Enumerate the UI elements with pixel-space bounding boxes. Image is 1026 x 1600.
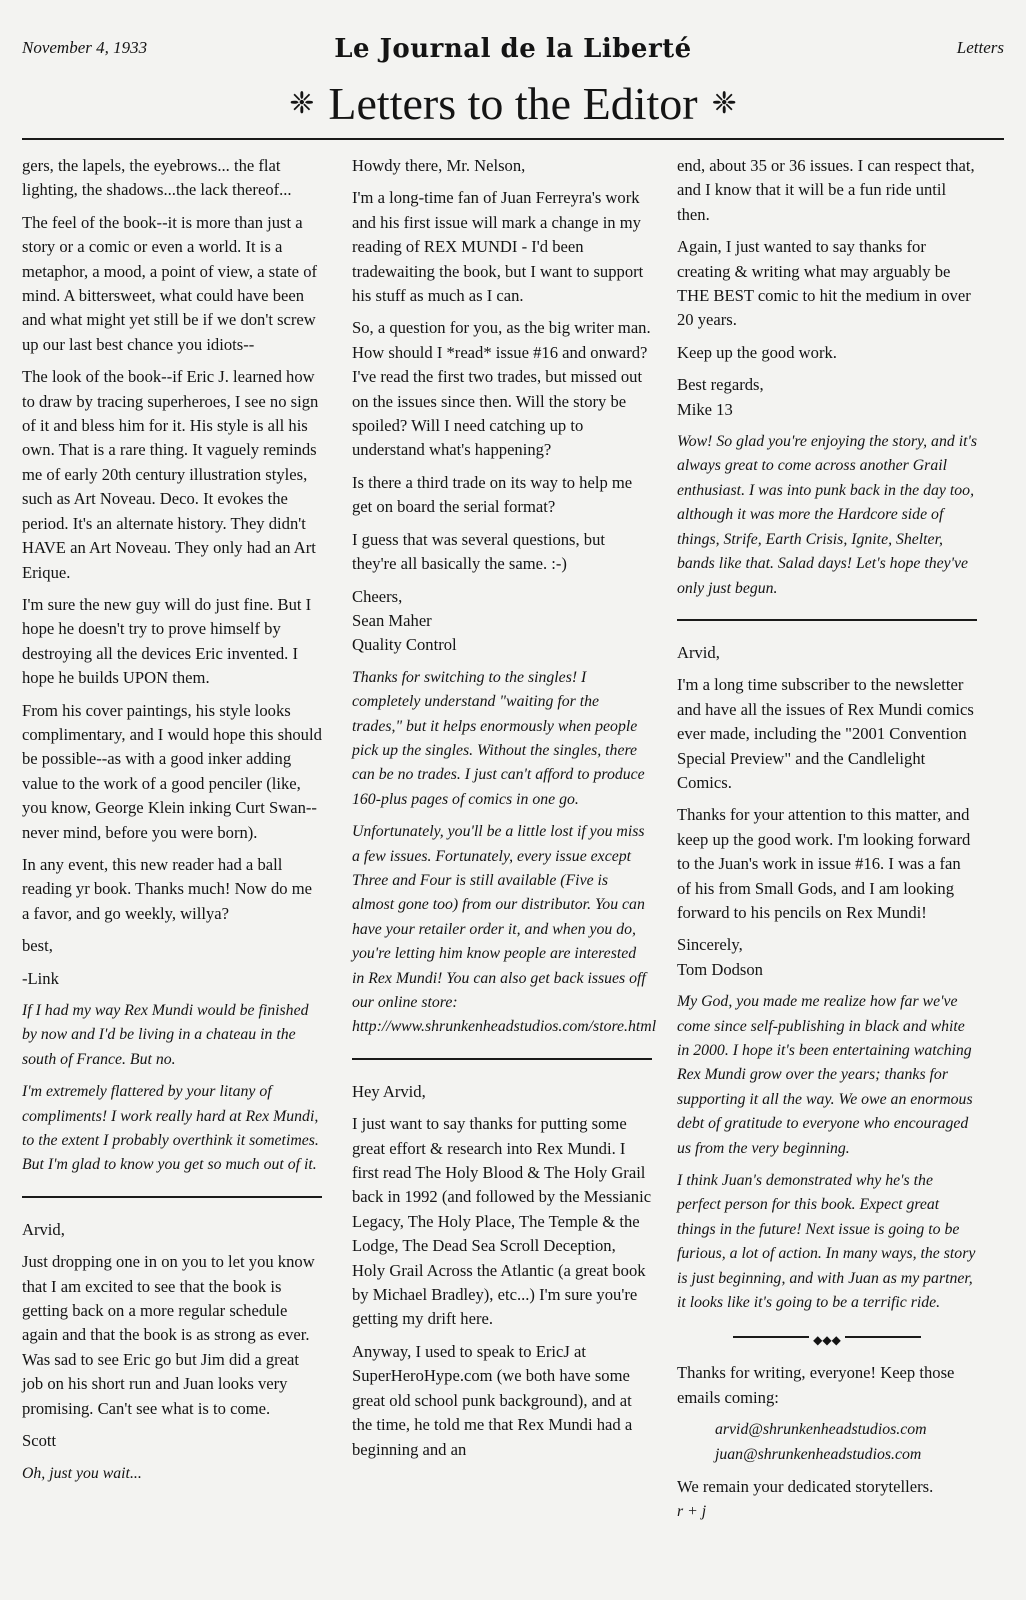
- fleuron-left-icon: ❈: [289, 87, 315, 120]
- editor-reply: Wow! So glad you're enjoying the story, and it's always great to come across another Grail enthusiast. I was into punk back in the day too, although it was more the Hardcore side of things, Strife, Earth Crisis, Ignite, Shelter, bands like that. Salad days! Let's hope they've only just begun.: [677, 433, 978, 597]
- section-name: Letters: [956, 38, 1004, 57]
- letter-signoff: best,: [22, 936, 53, 956]
- letter-paragraph: Keep up the good work.: [677, 342, 837, 362]
- letter-paragraph: Is there a third trade on its way to help me get on board the serial format?: [352, 472, 633, 517]
- editor-reply: I'm extremely flattered by your litany of compliments! I work really hard at Rex Mundi, to the extent I probably overthink it sometimes. But I'm glad to know you get so much out of it.: [22, 1083, 319, 1174]
- title-rule: [22, 138, 1004, 140]
- editor-reply: If I had my way Rex Mundi would be finished by now and I'd be living in a chateau in the south of France. But no.: [22, 1002, 309, 1068]
- letter-paragraph: In any event, this new reader had a ball reading yr book. Thanks much! Now do me a favor, and go weekly, willya?: [22, 854, 313, 923]
- letter-paragraph: I guess that was several questions, but they're all basically the same. :-): [352, 529, 606, 574]
- masthead: Le Journal de la Liberté: [334, 34, 692, 64]
- letter-signature: Mike 13: [677, 399, 733, 419]
- letter-paragraph: The look of the book--if Eric J. learned how to draw by tracing superheroes, I see no sign of it and bless him for it. His style is all his own. That is a rare thing. It vaguely reminds me of early 20th century illustration styles, such as Art Noveau. Deco. It evokes the period. It's an alternate history. They didn't HAVE an Art Noveau. They only had an Art Erique.: [22, 367, 319, 582]
- fleuron-right-icon: ❈: [711, 87, 737, 120]
- diamond-ornament-icon: ◆◆◆: [809, 1333, 845, 1347]
- letter-signature-title: Quality Control: [352, 635, 457, 655]
- letter-greeting: Arvid,: [22, 1219, 65, 1239]
- column-2: [352, 154, 657, 1470]
- editor-reply: My God, you made me realize how far we've come since self-publishing in black and white in 2000. I hope it's been entertaining watching Rex Mundi grow over the years; thanks for supporting it all the way. We owe an enormous debt of gratitude to everyone who encouraged us from the very beginning.: [677, 993, 973, 1157]
- letter-signature: Scott: [22, 1431, 57, 1451]
- letter-paragraph: Thanks for your attention to this matter, and keep up the good work. I'm looking forward to the Juan's work in issue #16. I was a fan of his from Small Gods, and I am looking forward to his pencils on Rex Mundi!: [677, 805, 971, 922]
- letter-paragraph: Again, I just wanted to say thanks for creating & writing what may arguably be THE BEST comic to hit the medium in over 20 years.: [677, 237, 971, 330]
- store-link[interactable]: http://www.shrunkenheadstudios.com/store.html: [352, 1018, 657, 1036]
- letter-paragraph: From his cover paintings, his style looks complimentary, and I would hope this should be possible--as with a good inker adding value to the work of a good penciler (like, you know, George Klein inking Curt Swan--never mind, before you were born).: [22, 700, 322, 842]
- letter-paragraph: I'm a long-time fan of Juan Ferreyra's work and his first issue will mark a change in my reading of REX MUNDI - I'd been tradewaiting the book, but I want to support his stuff as much as I can.: [352, 188, 644, 306]
- letter-signoff: Best regards,: [677, 375, 764, 395]
- letter-paragraph: gers, the lapels, the eyebrows... the flat lighting, the shadows...the lack thereof...: [22, 156, 292, 200]
- letter-paragraph: Anyway, I used to speak to EricJ at SuperHeroHype.com (we both have some great old school punk background), and at the time, he told me that Rex Mundi had a beginning and an: [352, 1341, 633, 1459]
- column-3: [677, 154, 977, 1532]
- closing-line: We remain your dedicated storytellers.: [677, 1477, 934, 1497]
- closing-note: Thanks for writing, everyone! Keep those emails coming:: [677, 1363, 955, 1407]
- editor-reply: Thanks for switching to the singles! I completely understand "waiting for the trades," but it helps enormously when people pick up the singles. Without the singles, there can be no trades. I just can't afford to produce 160-plus pages of comics in one go.: [352, 668, 645, 808]
- email-link-juan[interactable]: juan@shrunkenheadstudios.com: [715, 1445, 922, 1463]
- letter-divider: [352, 1058, 652, 1060]
- letter-paragraph: Just dropping one in on you to let you know that I am excited to see that the book is getting back on a more regular schedule again and that the book is as strong as ever. Was sad to see Eric go but Jim did a great job on his short run and Juan looks very promising. Can't see what is to come.: [22, 1252, 315, 1418]
- letter-paragraph: I just want to say thanks for putting some great effort & research into Rex Mundi. I first read The Holy Blood & The Holy Grail back in 1992 (and followed by the Messianic Legacy, The Holy Place, The Temple & the Lodge, The Dead Sea Scroll Deception, Holy Grail Across the Atlantic (a great book by Michael Bradley), etc...) I'm sure you're getting my drift here.: [352, 1114, 652, 1329]
- letter-paragraph: end, about 35 or 36 issues. I can respect that, and I know that it will be a fun ride until then.: [677, 156, 975, 224]
- page-header: [22, 30, 1004, 70]
- page-title-block: [22, 78, 1004, 130]
- editor-reply: Unfortunately, you'll be a little lost if you miss a few issues. Fortunately, every issue except Three and Four is still available (Five is almost gone too) from our distributor. You can have your retailer order it, and when you do, you're letting him know people are interested in Rex Mundi! You can also get back issues off our online store:: [352, 823, 646, 1011]
- letter-paragraph: So, a question for you, as the big writer man. How should I *read* issue #16 and onward? I've read the first two trades, but missed out on the issues since then. Will the story be spoiled? Will I need catching up to understand what's happening?: [352, 318, 651, 460]
- page-title: Letters to the Editor: [328, 78, 698, 129]
- letter-signature: Sean Maher: [352, 610, 432, 630]
- letter-greeting: Howdy there, Mr. Nelson,: [352, 156, 526, 175]
- editor-reply: I think Juan's demonstrated why he's the perfect person for this book. Expect great things in the future! Next issue is going to be furious, a lot of action. In many ways, the story is just beginning, and with Juan as my partner, it looks like it's going to be a terrific ride.: [677, 1172, 976, 1312]
- closing-initials: r + j: [677, 1502, 707, 1520]
- email-link-arvid[interactable]: arvid@shrunkenheadstudios.com: [715, 1421, 927, 1439]
- letter-signoff: Sincerely,: [677, 935, 743, 955]
- ornamental-divider: [677, 1331, 977, 1348]
- letter-signoff: Cheers,: [352, 586, 403, 606]
- letter-paragraph: I'm a long time subscriber to the newsletter and have all the issues of Rex Mundi comics ever made, including the "2001 Convention Special Preview" and the Candlelight Comics.: [677, 675, 974, 792]
- column-1: [22, 154, 322, 1494]
- letter-divider: [22, 1196, 322, 1198]
- editor-reply: Oh, just you wait...: [22, 1464, 142, 1482]
- letter-divider: [677, 619, 977, 621]
- letter-paragraph: I'm sure the new guy will do just fine. But I hope he doesn't try to prove himself by destroying all the devices Eric invented. I hope he builds UPON them.: [22, 594, 312, 688]
- issue-date: November 4, 1933: [22, 38, 148, 57]
- letter-signature: Tom Dodson: [677, 959, 763, 979]
- letter-greeting: Arvid,: [677, 642, 720, 662]
- letter-signature: -Link: [22, 968, 59, 988]
- letter-greeting: Hey Arvid,: [352, 1081, 426, 1101]
- letter-paragraph: The feel of the book--it is more than just a story or a comic or even a world. It is a metaphor, a mood, a point of view, a state of mind. A bittersweet, what could have been and what might yet still be if we don't screw up our last best chance you idiots--: [22, 212, 318, 354]
